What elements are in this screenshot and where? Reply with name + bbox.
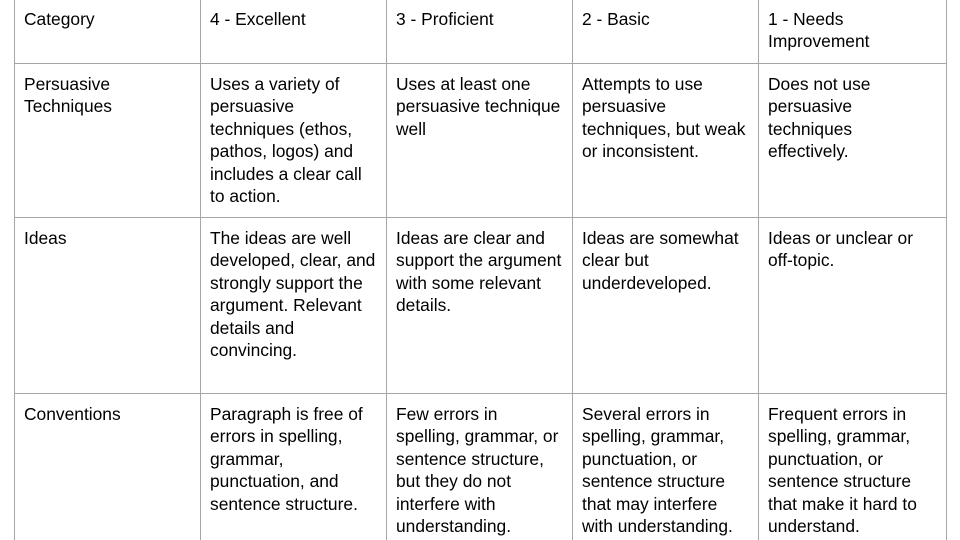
rubric-table [14, 0, 947, 540]
cell-needs-improvement: Frequent errors in spelling, grammar, punctuation, or sentence structure that make it hard to understand. [759, 394, 947, 540]
row-category: Conventions [15, 394, 201, 540]
table-row [15, 218, 947, 394]
cell-basic: Ideas are somewhat clear but underdeveloped. [573, 218, 759, 394]
cell-excellent: The ideas are well developed, clear, and strongly support the argument. Relevant details and convincing. [201, 218, 387, 394]
header-row [15, 0, 947, 64]
cell-needs-improvement: Does not use persuasive techniques effectively. [759, 64, 947, 218]
cell-proficient: Ideas are clear and support the argument with some relevant details. [387, 218, 573, 394]
row-category: Ideas [15, 218, 201, 394]
table-row [15, 394, 947, 540]
header-basic: 2 - Basic [573, 0, 759, 64]
header-proficient: 3 - Proficient [387, 0, 573, 64]
cell-proficient: Few errors in spelling, grammar, or sentence structure, but they do not interfere with understanding. [387, 394, 573, 540]
header-excellent: 4 - Excellent [201, 0, 387, 64]
cell-basic: Several errors in spelling, grammar, punctuation, or sentence structure that may interfere with understanding. [573, 394, 759, 540]
cell-excellent: Paragraph is free of errors in spelling, grammar, punctuation, and sentence structure. [201, 394, 387, 540]
table-row [15, 64, 947, 218]
header-category: Category [15, 0, 201, 64]
cell-excellent: Uses a variety of persuasive techniques (ethos, pathos, logos) and includes a clear call to action. [201, 64, 387, 218]
cell-proficient: Uses at least one persuasive technique well [387, 64, 573, 218]
row-category: Persuasive Techniques [15, 64, 201, 218]
cell-basic: Attempts to use persuasive techniques, but weak or inconsistent. [573, 64, 759, 218]
header-needs-improvement: 1 - Needs Improvement [759, 0, 947, 64]
cell-needs-improvement: Ideas or unclear or off-topic. [759, 218, 947, 394]
